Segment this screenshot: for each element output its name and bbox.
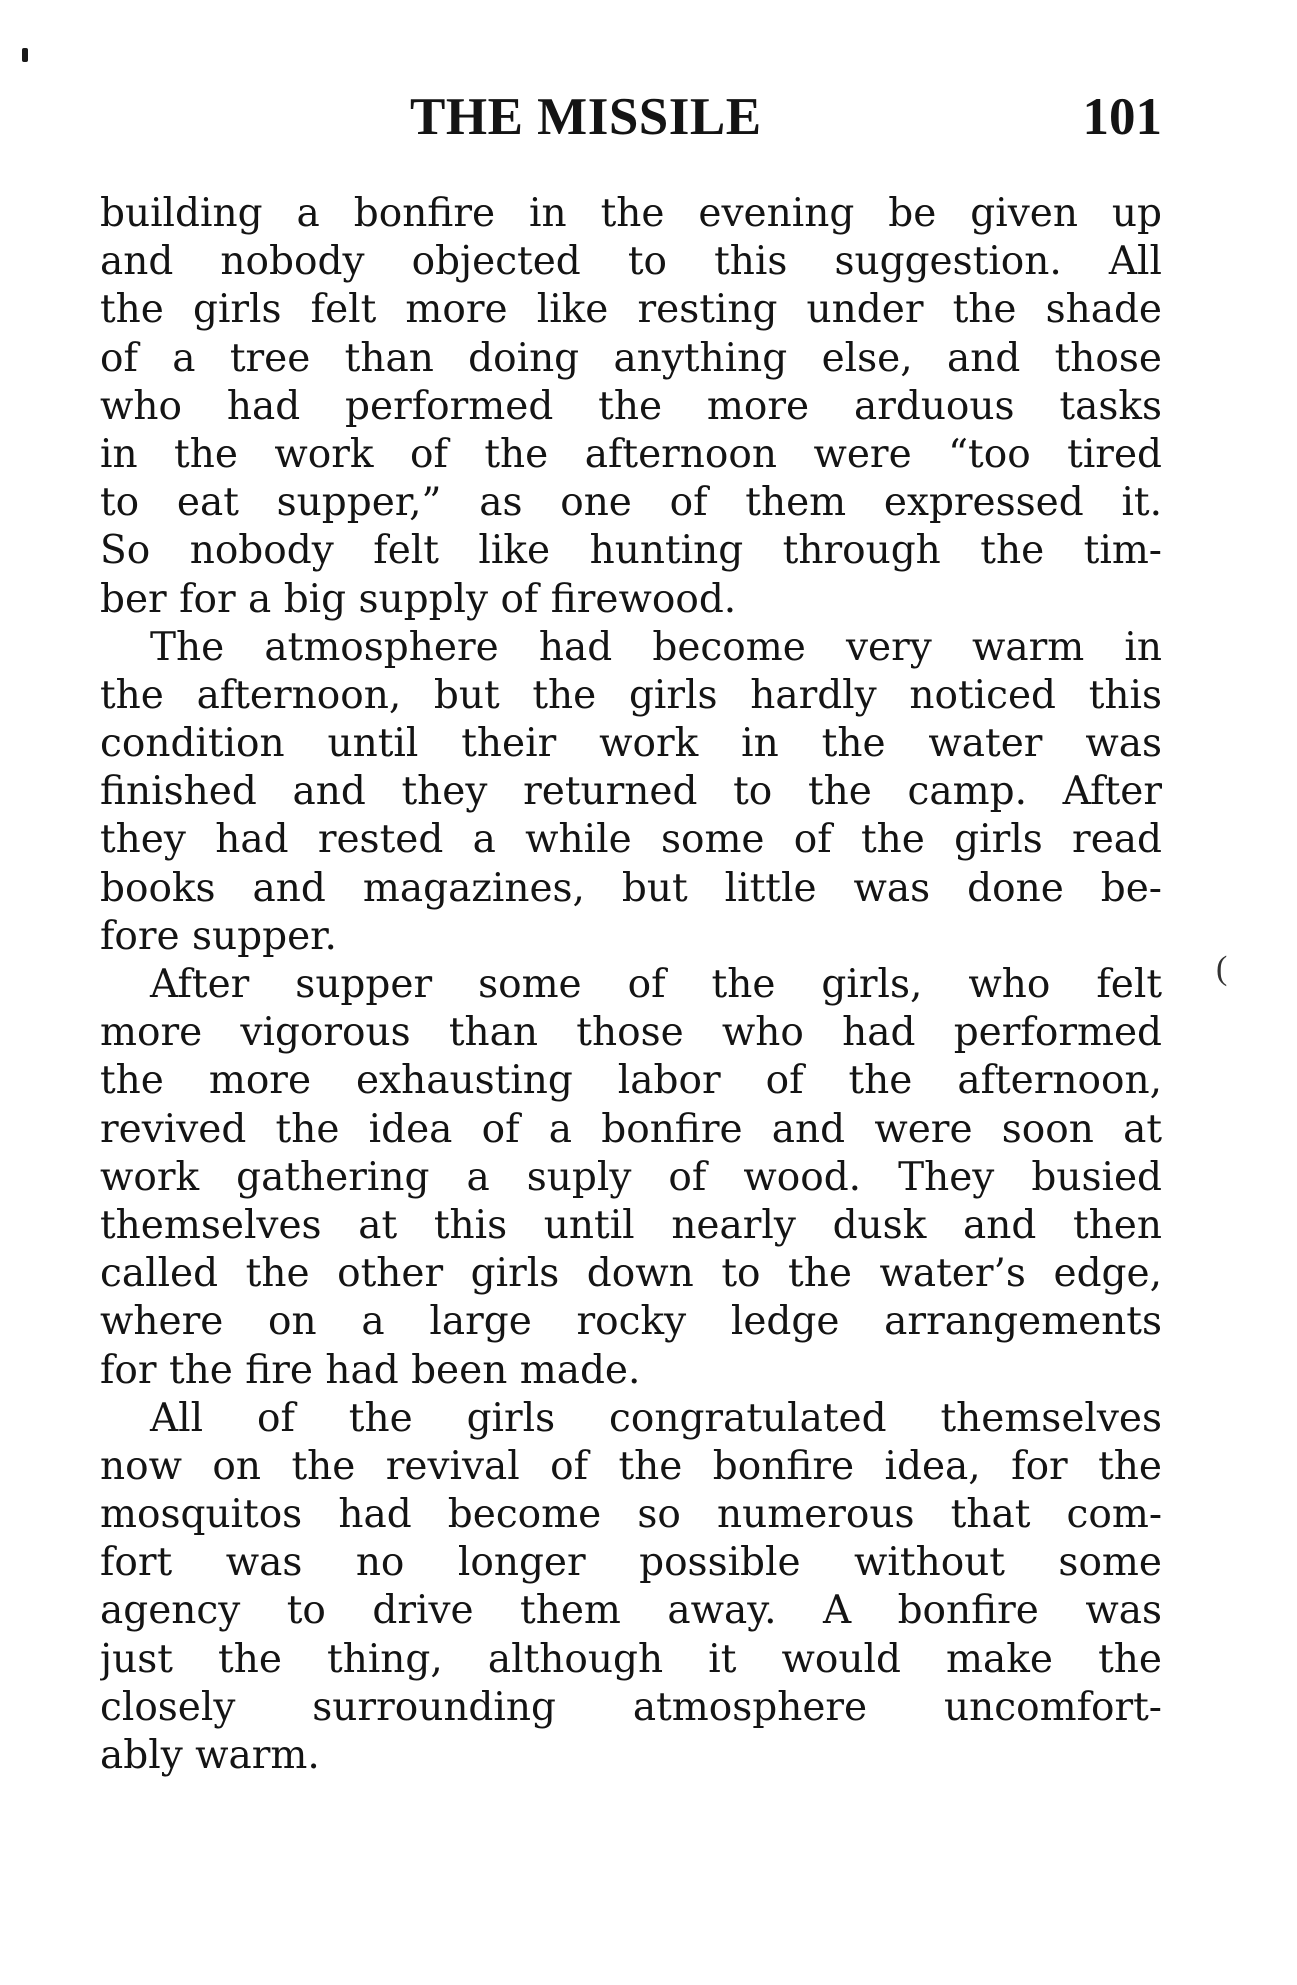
text-line: closely surrounding atmosphere uncomfort-: [100, 1684, 1162, 1730]
text-line: ably warm.: [100, 1733, 320, 1778]
text-line: The atmosphere had become very warm in: [150, 624, 1162, 670]
text-line: condition until their work in the water was: [100, 721, 1162, 767]
text-line: where on a large rocky ledge arrangements: [100, 1299, 1162, 1345]
text-line: for the fire had been made.: [100, 1347, 641, 1393]
text-line: fore supper.: [100, 913, 337, 959]
stray-ink-mark: [22, 48, 28, 62]
page-number: 101: [1082, 88, 1162, 146]
text-line: the more exhausting labor of the afternoon,: [100, 1058, 1162, 1104]
text-line: just the thing, although it would make the: [100, 1636, 1162, 1682]
running-head: [100, 84, 1162, 150]
text-line: called the other girls down to the water’s edge,: [100, 1251, 1162, 1297]
text-line: of a tree than doing anything else, and those: [100, 335, 1162, 381]
body-text: [100, 190, 1162, 1780]
text-line: work gathering a suply of wood. They busied: [100, 1154, 1162, 1200]
text-line: All of the girls congratulated themselves: [150, 1395, 1162, 1441]
text-line: finished and they returned to the camp. After: [100, 769, 1162, 815]
margin-mark: (: [1216, 950, 1228, 987]
text-line: fort was no longer possible without some: [100, 1540, 1162, 1586]
text-line: So nobody felt like hunting through the tim-: [100, 528, 1162, 574]
text-line: ber for a big supply of firewood.: [100, 576, 737, 622]
text-line: who had performed the more arduous tasks: [100, 383, 1162, 429]
text-line: the afternoon, but the girls hardly noticed this: [100, 672, 1162, 718]
text-line: the girls felt more like resting under the shade: [100, 287, 1162, 333]
text-line: to eat supper,” as one of them expressed it.: [100, 480, 1162, 526]
text-line: After supper some of the girls, who felt: [150, 962, 1162, 1007]
text-line: now on the revival of the bonfire idea, for the: [100, 1443, 1162, 1489]
text-line: and nobody objected to this suggestion. All: [100, 239, 1162, 285]
text-line: revived the idea of a bonfire and were soon at: [100, 1106, 1162, 1152]
text-line: they had rested a while some of the girls read: [100, 817, 1162, 863]
running-title: THE MISSILE: [410, 88, 762, 146]
text-line: themselves at this until nearly dusk and then: [100, 1202, 1162, 1248]
text-line: agency to drive them away. A bonfire was: [100, 1588, 1162, 1634]
text-line: in the work of the afternoon were “too tired: [100, 431, 1162, 477]
text-line: more vigorous than those who had performed: [100, 1010, 1162, 1056]
text-line: building a bonfire in the evening be given up: [100, 191, 1162, 236]
text-line: books and magazines, but little was done be-: [100, 865, 1162, 911]
text-line: mosquitos had become so numerous that com-: [100, 1492, 1162, 1538]
